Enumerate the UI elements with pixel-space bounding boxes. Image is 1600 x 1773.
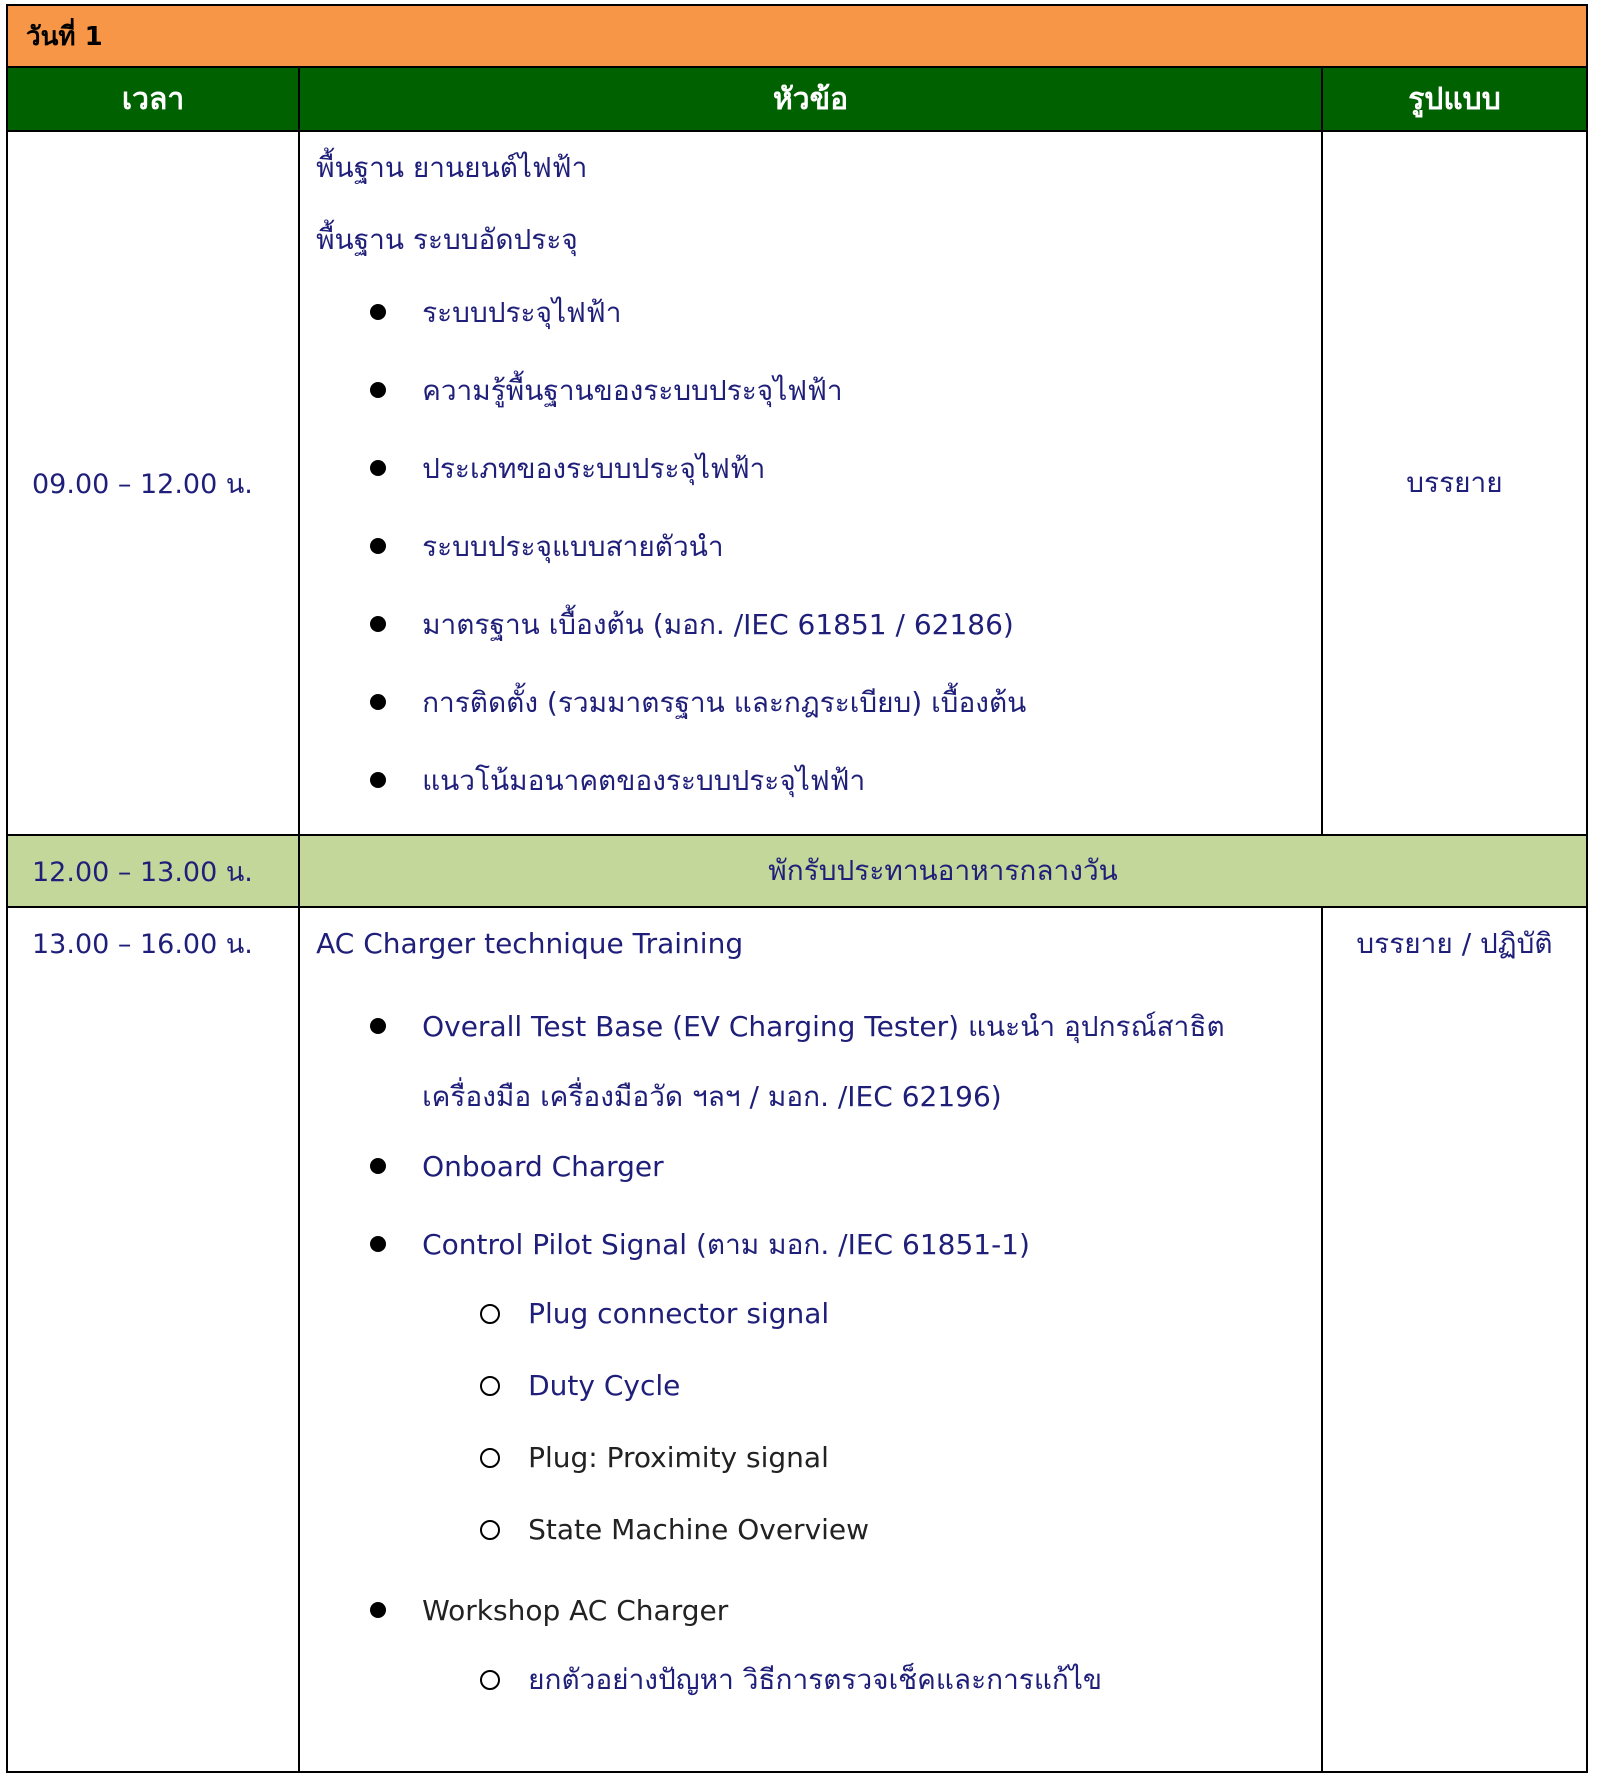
sub-bullet-item (316, 1506, 1321, 1586)
header-time: เวลา (7, 67, 299, 131)
bullet-dot-icon (370, 1236, 386, 1252)
bullet-ring-icon (480, 1448, 500, 1468)
session-morning-row (7, 131, 1587, 835)
session-afternoon-row (7, 907, 1587, 1772)
lunch-row (7, 835, 1587, 907)
bullet-ring-icon (480, 1520, 500, 1540)
sub-bullet-item (316, 1434, 1321, 1506)
bullet-item (316, 600, 1321, 678)
bullet-dot-icon (370, 1158, 386, 1174)
bullet-dot-icon (370, 382, 386, 398)
session-afternoon-format: บรรยาย / ปฏิบัติ (1322, 907, 1587, 1772)
bullet-text: การติดตั้ง (รวมมาตรฐาน และกฎระเบียบ) เบื้องต้น (422, 686, 1027, 719)
bullet-text: มาตรฐาน เบื้องต้น (มอก. /IEC 61851 / 62186) (422, 608, 1014, 641)
bullet-text: Workshop AC Charger (422, 1594, 729, 1627)
header-topic: หัวข้อ (299, 67, 1322, 131)
bullet-item (316, 444, 1321, 522)
bullet-item (316, 678, 1321, 756)
session-morning-time: 09.00 – 12.00 น. (7, 131, 299, 835)
bullet-text: ระบบประจุแบบสายตัวนำ (422, 530, 724, 563)
bullet-ring-icon (480, 1670, 500, 1690)
session-afternoon-topics (299, 907, 1322, 1772)
bullet-text: ประเภทของระบบประจุไฟฟ้า (422, 452, 766, 485)
sub-bullet-text: Duty Cycle (528, 1369, 681, 1402)
sub-bullet-text: State Machine Overview (528, 1513, 870, 1546)
bullet-item (316, 1586, 1321, 1656)
lunch-time: 12.00 – 13.00 น. (7, 835, 299, 907)
bullet-ring-icon (480, 1376, 500, 1396)
session-afternoon-time: 13.00 – 16.00 น. (7, 907, 299, 1772)
session-morning-topics (299, 131, 1322, 835)
training-schedule-table (6, 4, 1588, 1773)
bullet-item (316, 1142, 1321, 1220)
topic-line: พื้นฐาน ระบบอัดประจุ (316, 223, 578, 256)
bullet-item (316, 756, 1321, 834)
sub-bullet-item (316, 1656, 1321, 1728)
sub-bullet-text: Plug: Proximity signal (528, 1441, 829, 1474)
bullet-item (316, 288, 1321, 366)
bullet-text: แนวโน้มอนาคตของระบบประจุไฟฟ้า (422, 764, 866, 797)
sub-bullet-item (316, 1290, 1321, 1362)
session-morning-format: บรรยาย (1322, 131, 1587, 835)
sub-bullet-text: Plug connector signal (528, 1297, 830, 1330)
bullet-dot-icon (370, 694, 386, 710)
sub-bullet-item (316, 1362, 1321, 1434)
bullet-text: ระบบประจุไฟฟ้า (422, 296, 622, 329)
bullet-dot-icon (370, 538, 386, 554)
bullet-item (316, 1220, 1321, 1290)
bullet-dot-icon (370, 304, 386, 320)
bullet-dot-icon (370, 460, 386, 476)
bullet-text: Onboard Charger (422, 1150, 664, 1183)
topic-title: AC Charger technique Training (316, 927, 744, 960)
day-label: วันที่ 1 (7, 5, 1587, 67)
day-header-row (7, 5, 1587, 67)
header-format: รูปแบบ (1322, 67, 1587, 131)
bullet-dot-icon (370, 616, 386, 632)
bullet-text: Control Pilot Signal (ตาม มอก. /IEC 61851-1) (422, 1228, 1030, 1261)
lunch-label: พักรับประทานอาหารกลางวัน (299, 835, 1587, 907)
column-header-row (7, 67, 1587, 131)
bullet-item (316, 366, 1321, 444)
bullet-text-line1: Overall Test Base (EV Charging Tester) แนะนำ อุปกรณ์สาธิต (422, 1010, 1225, 1043)
bullet-ring-icon (480, 1304, 500, 1324)
bullet-text: ความรู้พื้นฐานของระบบประจุไฟฟ้า (422, 374, 843, 407)
sub-bullet-text: ยกตัวอย่างปัญหา วิธีการตรวจเช็คและการแก้ไข (528, 1663, 1103, 1696)
bullet-dot-icon (370, 1602, 386, 1618)
bullet-dot-icon (370, 1018, 386, 1034)
bullet-text-line2: เครื่องมือ เครื่องมือวัด ฯลฯ / มอก. /IEC 62196) (422, 1080, 1002, 1113)
bullet-dot-icon (370, 772, 386, 788)
topic-line: พื้นฐาน ยานยนต์ไฟฟ้า (316, 151, 588, 184)
bullet-item (316, 992, 1321, 1142)
bullet-item (316, 522, 1321, 600)
